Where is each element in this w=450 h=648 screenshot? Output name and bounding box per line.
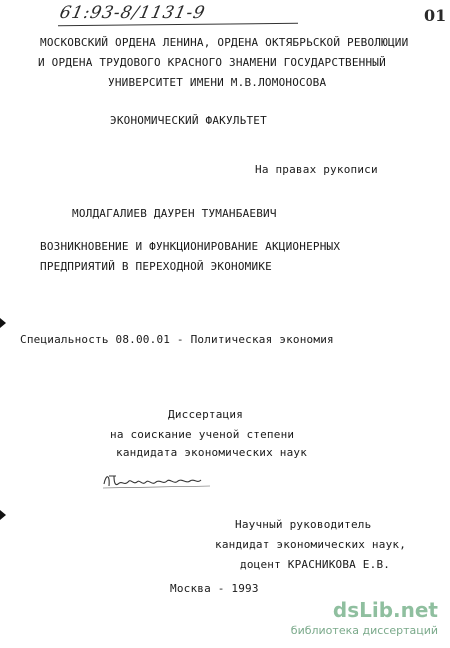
- dissertation-label: Диссертация: [168, 408, 244, 421]
- registry-underline: [58, 23, 298, 27]
- degree-line-2: кандидата экономических наук: [116, 446, 308, 459]
- scan-edge-mark: [0, 510, 6, 520]
- handwritten-signature: [100, 470, 220, 492]
- supervisor-name: доцент КРАСНИКОВА Е.В.: [240, 558, 391, 571]
- institution-line-1: МОСКОВСКИЙ ОРДЕНА ЛЕНИНА, ОРДЕНА ОКТЯБРЬСКОЙ РЕВОЛЮЦИИ: [40, 36, 409, 49]
- supervisor-label: Научный руководитель: [235, 518, 372, 531]
- watermark-logo: dsLib.net: [332, 598, 438, 622]
- supervisor-degree: кандидат экономических наук,: [215, 538, 407, 551]
- corner-mark: 01: [424, 6, 447, 25]
- scan-edge-mark: [0, 318, 6, 328]
- author-name: МОЛДАГАЛИЕВ ДАУРЕН ТУМАНБАЕВИЧ: [72, 207, 277, 220]
- manuscript-rights: На правах рукописи: [255, 163, 378, 176]
- institution-line-3: УНИВЕРСИТЕТ ИМЕНИ М.В.ЛОМОНОСОВА: [108, 76, 327, 89]
- specialty: Специальность 08.00.01 - Политическая экономия: [20, 333, 334, 346]
- watermark-subtitle: библиотека диссертаций: [290, 624, 438, 637]
- thesis-title-line-2: ПРЕДПРИЯТИЙ В ПЕРЕХОДНОЙ ЭКОНОМИКЕ: [40, 260, 272, 273]
- thesis-title-line-1: ВОЗНИКНОВЕНИЕ И ФУНКЦИОНИРОВАНИЕ АКЦИОНЕРНЫХ: [40, 240, 341, 253]
- registry-number: 61:93-8/1131-9: [57, 3, 208, 23]
- faculty: ЭКОНОМИЧЕСКИЙ ФАКУЛЬТЕТ: [110, 114, 267, 127]
- institution-line-2: И ОРДЕНА ТРУДОВОГО КРАСНОГО ЗНАМЕНИ ГОСУДАРСТВЕННЫЙ: [38, 56, 386, 69]
- place-year: Москва - 1993: [170, 582, 259, 595]
- degree-line-1: на соискание ученой степени: [110, 428, 295, 441]
